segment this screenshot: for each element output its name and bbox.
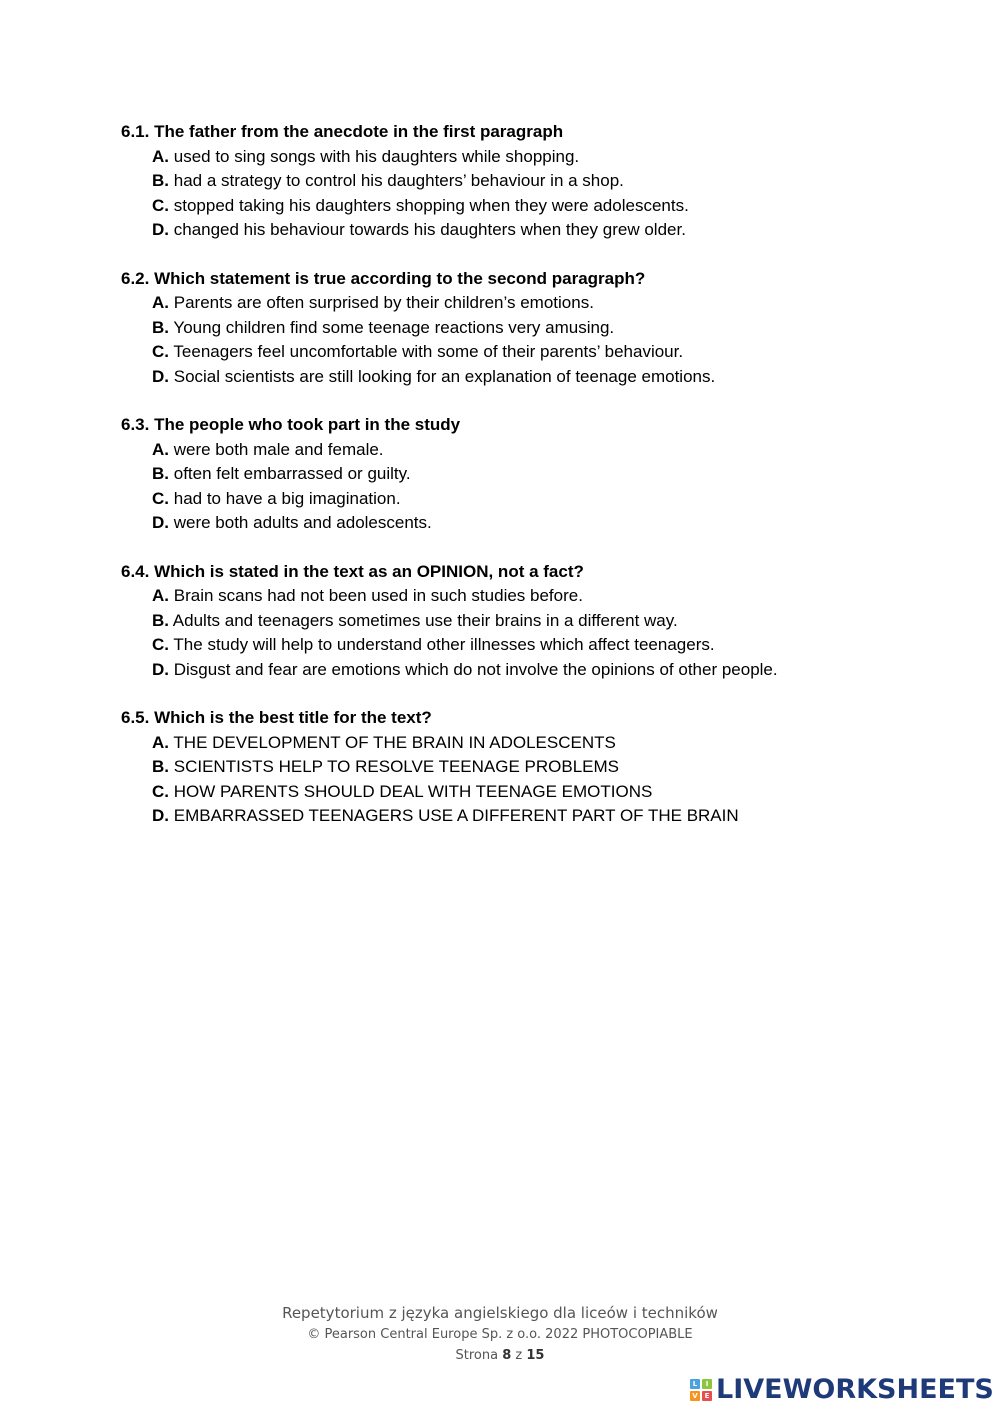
- question-6-5: [121, 706, 961, 829]
- option-a[interactable]: A. were both male and female.: [152, 439, 384, 459]
- option-d[interactable]: D. Social scientists are still looking for an explanation of teenage emotions.: [152, 366, 716, 386]
- option-d[interactable]: D. EMBARRASSED TEENAGERS USE A DIFFERENT PART OF THE BRAIN: [152, 806, 739, 825]
- option-a[interactable]: A. used to sing songs with his daughters while shopping.: [152, 146, 580, 166]
- logo-tile: V: [690, 1391, 700, 1401]
- option-d[interactable]: D. were both adults and adolescents.: [152, 513, 432, 532]
- footer-book-title: Repetytorium z języka angielskiego dla liceów i techników: [282, 1304, 718, 1322]
- liveworksheets-logo-icon: [690, 1379, 712, 1401]
- question-title: 6.2. Which statement is true according to the second paragraph?: [121, 268, 646, 288]
- question-title: 6.3. The people who took part in the study: [121, 415, 461, 434]
- question-title: 6.1. The father from the anecdote in the first paragraph: [121, 122, 564, 141]
- logo-tile: I: [702, 1379, 712, 1389]
- question-6-1: [121, 120, 961, 243]
- option-c[interactable]: C. had to have a big imagination.: [152, 488, 401, 508]
- option-c[interactable]: C. The study will help to understand other illnesses which affect teenagers.: [152, 635, 715, 654]
- option-c[interactable]: C. HOW PARENTS SHOULD DEAL WITH TEENAGE EMOTIONS: [152, 781, 653, 801]
- option-c[interactable]: C. stopped taking his daughters shopping when they were adolescents.: [152, 195, 689, 215]
- option-b[interactable]: B. had a strategy to control his daughters’ behaviour in a shop.: [152, 171, 624, 190]
- question-title: 6.4. Which is stated in the text as an OPINION, not a fact?: [121, 561, 584, 581]
- question-6-3: [121, 413, 961, 536]
- questions-list: [121, 120, 961, 853]
- question-6-2: [121, 267, 961, 390]
- option-a[interactable]: A. Brain scans had not been used in such studies before.: [152, 586, 583, 605]
- option-d[interactable]: D. changed his behaviour towards his daughters when they grew older.: [152, 220, 686, 239]
- option-a[interactable]: A. Parents are often surprised by their children’s emotions.: [152, 293, 594, 312]
- liveworksheets-brand[interactable]: [690, 1374, 994, 1406]
- brand-wordmark: LIVEWORKSHEETS: [716, 1374, 994, 1405]
- option-d[interactable]: D. Disgust and fear are emotions which do not involve the opinions of other people.: [152, 659, 778, 679]
- page-footer: [0, 1302, 1000, 1366]
- option-a[interactable]: A. THE DEVELOPMENT OF THE BRAIN IN ADOLESCENTS: [152, 732, 616, 752]
- footer-page-number: Strona 8 z 15: [455, 1348, 545, 1363]
- option-b[interactable]: B. often felt embarrassed or guilty.: [152, 464, 411, 483]
- question-title: 6.5. Which is the best title for the text?: [121, 708, 432, 727]
- logo-tile: E: [702, 1391, 712, 1401]
- question-6-4: [121, 560, 961, 683]
- footer-copyright: © Pearson Central Europe Sp. z o.o. 2022 PHOTOCOPIABLE: [307, 1327, 693, 1342]
- option-b[interactable]: B. Young children find some teenage reactions very amusing.: [152, 317, 615, 337]
- option-c[interactable]: C. Teenagers feel uncomfortable with some of their parents’ behaviour.: [152, 342, 684, 361]
- logo-tile: L: [690, 1379, 700, 1389]
- option-b[interactable]: B. SCIENTISTS HELP TO RESOLVE TEENAGE PROBLEMS: [152, 757, 620, 776]
- option-b[interactable]: B. Adults and teenagers sometimes use their brains in a different way.: [152, 610, 678, 630]
